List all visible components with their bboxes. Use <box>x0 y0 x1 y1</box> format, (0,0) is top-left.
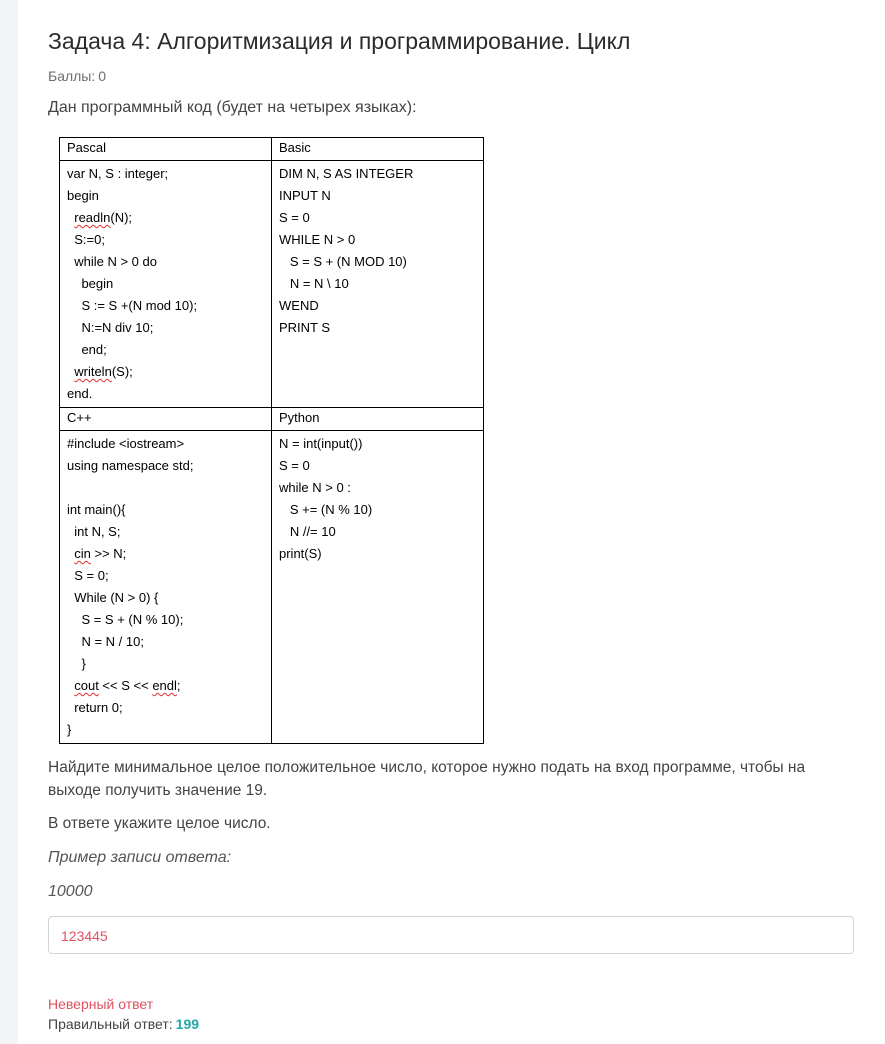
code-line: S = 0; <box>67 568 109 583</box>
code-line: WEND <box>279 298 319 313</box>
code-line: writeln(S); <box>74 364 133 379</box>
code-line: } <box>67 722 72 737</box>
code-line: N = N \ 10 <box>279 276 349 291</box>
code-line: DIM N, S AS INTEGER <box>279 166 414 181</box>
code-line: N = N / 10; <box>67 634 144 649</box>
code-line: end. <box>67 386 93 401</box>
task-title: Задача 4: Алгоритмизация и программирование. Цикл <box>48 28 631 54</box>
code-line: int main(){ <box>67 502 126 517</box>
code-line: while N > 0 do <box>67 254 157 269</box>
correct-answer-value: 199 <box>175 1016 200 1032</box>
code-line: using namespace std; <box>67 458 194 473</box>
example-label: Пример записи ответа: <box>48 849 232 866</box>
code-line: S = 0 <box>279 458 310 473</box>
code-line <box>67 477 264 499</box>
code-line: end; <box>67 342 107 357</box>
correct-answer-label: Правильный ответ: <box>48 1016 173 1032</box>
code-line: S:=0; <box>67 232 105 247</box>
code-line: S := S +(N mod 10); <box>67 298 198 313</box>
code-line: var N, S : integer; <box>67 166 169 181</box>
code-line: cout << S << endl; <box>74 678 181 693</box>
python-header: Python <box>272 408 484 431</box>
code-line: While (N > 0) { <box>67 590 159 605</box>
code-line: N //= 10 <box>279 524 336 539</box>
code-line: S = 0 <box>279 210 310 225</box>
pascal-code <box>60 161 272 408</box>
left-sidebar-gutter <box>0 0 18 1044</box>
question-instruction: В ответе укажите целое число. <box>48 815 271 832</box>
cpp-code <box>60 431 272 744</box>
score-label: Баллы: <box>48 68 96 84</box>
code-line: return 0; <box>67 700 123 715</box>
code-line: begin <box>67 188 99 203</box>
code-line: WHILE N > 0 <box>279 232 356 247</box>
score <box>48 68 106 84</box>
spellcheck-word: readln <box>74 210 111 225</box>
basic-code <box>272 161 484 408</box>
spellcheck-word: endl <box>152 678 177 693</box>
code-line: S = S + (N MOD 10) <box>279 254 407 269</box>
code-table <box>59 137 484 744</box>
code-line: S += (N % 10) <box>279 502 373 517</box>
code-line: INPUT N <box>279 188 331 203</box>
code-line: cin >> N; <box>74 546 127 561</box>
spellcheck-word: writeln <box>74 364 112 379</box>
task-intro: Дан программный код (будет на четырех языках): <box>48 99 417 116</box>
cpp-header: C++ <box>60 408 272 431</box>
code-line: while N > 0 : <box>279 480 351 495</box>
code-line: N = int(input()) <box>279 436 363 451</box>
code-line: int N, S; <box>67 524 121 539</box>
code-line: print(S) <box>279 546 322 561</box>
code-line: S = S + (N % 10); <box>67 612 184 627</box>
code-line: N:=N div 10; <box>67 320 154 335</box>
question-text: Найдите минимальное целое положительное число, которое нужно подать на вход программе, чтобы на выходе получить значение 19. <box>48 759 806 799</box>
code-line: #include <iostream> <box>67 436 185 451</box>
correct-answer <box>48 1016 199 1032</box>
spellcheck-word: cin <box>74 546 91 561</box>
code-line: begin <box>67 276 114 291</box>
answer-status-wrong: Неверный ответ <box>48 996 154 1012</box>
code-line: } <box>67 656 86 671</box>
answer-input[interactable]: 123445 <box>48 916 854 954</box>
code-line: readln(N); <box>74 210 133 225</box>
score-value: 0 <box>98 68 107 84</box>
spellcheck-word: cout <box>74 678 99 693</box>
pascal-header: Pascal <box>60 138 272 161</box>
python-code <box>272 431 484 744</box>
example-value: 10000 <box>48 883 93 900</box>
code-line: PRINT S <box>279 320 331 335</box>
basic-header: Basic <box>272 138 484 161</box>
